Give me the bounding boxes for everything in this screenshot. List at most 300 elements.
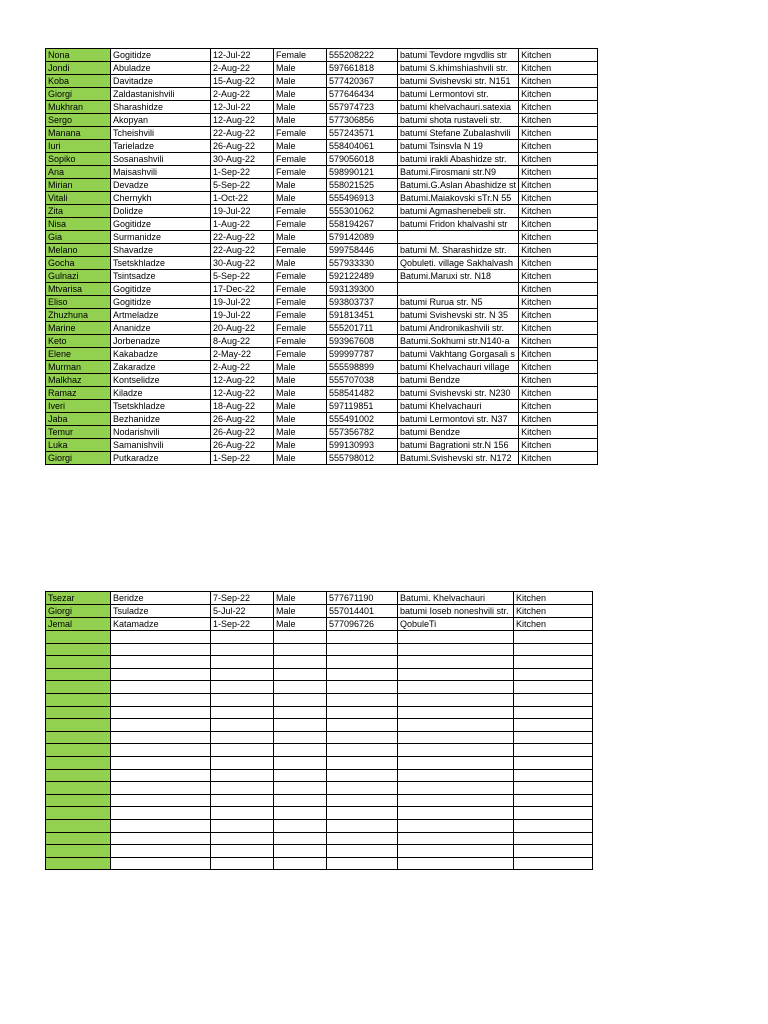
first-name-cell[interactable] — [46, 794, 111, 807]
phone-cell[interactable]: 593139300 — [327, 283, 398, 296]
first-name-cell[interactable]: Ramaz — [46, 387, 111, 400]
date-cell[interactable]: 2-Aug-22 — [211, 88, 274, 101]
first-name-cell[interactable]: Elene — [46, 348, 111, 361]
phone-cell[interactable] — [327, 643, 398, 656]
address-cell[interactable] — [398, 819, 514, 832]
gender-cell[interactable]: Female — [274, 218, 327, 231]
phone-cell[interactable]: 577646434 — [327, 88, 398, 101]
gender-cell[interactable]: Female — [274, 205, 327, 218]
department-cell[interactable] — [514, 744, 593, 757]
gender-cell[interactable]: Male — [274, 361, 327, 374]
department-cell[interactable]: Kitchen — [519, 361, 598, 374]
address-cell[interactable]: batumi Svishevski str. N230 — [398, 387, 519, 400]
date-cell[interactable]: 19-Jul-22 — [211, 296, 274, 309]
last-name-cell[interactable]: Gogitidze — [111, 218, 211, 231]
department-cell[interactable] — [514, 656, 593, 669]
date-cell[interactable] — [211, 706, 274, 719]
phone-cell[interactable]: 555208222 — [327, 49, 398, 62]
first-name-cell[interactable] — [46, 782, 111, 795]
gender-cell[interactable] — [274, 782, 327, 795]
department-cell[interactable]: Kitchen — [519, 413, 598, 426]
last-name-cell[interactable] — [111, 756, 211, 769]
last-name-cell[interactable] — [111, 731, 211, 744]
address-cell[interactable]: batumi Bendze — [398, 374, 519, 387]
date-cell[interactable]: 26-Aug-22 — [211, 426, 274, 439]
gender-cell[interactable]: Female — [274, 322, 327, 335]
department-cell[interactable] — [514, 857, 593, 870]
department-cell[interactable]: Kitchen — [519, 283, 598, 296]
department-cell[interactable]: Kitchen — [519, 270, 598, 283]
address-cell[interactable] — [398, 807, 514, 820]
phone-cell[interactable]: 558194267 — [327, 218, 398, 231]
phone-cell[interactable] — [327, 681, 398, 694]
last-name-cell[interactable]: Jorbenadze — [111, 335, 211, 348]
department-cell[interactable] — [514, 693, 593, 706]
address-cell[interactable]: batumi Svishevski str. N151 — [398, 75, 519, 88]
department-cell[interactable]: Kitchen — [519, 127, 598, 140]
gender-cell[interactable]: Female — [274, 296, 327, 309]
address-cell[interactable] — [398, 706, 514, 719]
first-name-cell[interactable]: Gocha — [46, 257, 111, 270]
date-cell[interactable]: 18-Aug-22 — [211, 400, 274, 413]
department-cell[interactable] — [514, 706, 593, 719]
phone-cell[interactable] — [327, 719, 398, 732]
date-cell[interactable] — [211, 681, 274, 694]
date-cell[interactable]: 22-Aug-22 — [211, 231, 274, 244]
department-cell[interactable] — [514, 769, 593, 782]
date-cell[interactable]: 26-Aug-22 — [211, 140, 274, 153]
first-name-cell[interactable]: Giorgi — [46, 452, 111, 465]
phone-cell[interactable]: 591813451 — [327, 309, 398, 322]
gender-cell[interactable]: Male — [274, 413, 327, 426]
date-cell[interactable]: 17-Dec-22 — [211, 283, 274, 296]
address-cell[interactable] — [398, 731, 514, 744]
last-name-cell[interactable]: Kontselidze — [111, 374, 211, 387]
phone-cell[interactable] — [327, 693, 398, 706]
address-cell[interactable]: batumi Bagrationi str.N 156 — [398, 439, 519, 452]
first-name-cell[interactable]: Malkhaz — [46, 374, 111, 387]
date-cell[interactable]: 2-Aug-22 — [211, 62, 274, 75]
last-name-cell[interactable]: Tsetskhladze — [111, 257, 211, 270]
address-cell[interactable]: batumi khelvachauri.satexia — [398, 101, 519, 114]
address-cell[interactable] — [398, 283, 519, 296]
date-cell[interactable]: 12-Aug-22 — [211, 387, 274, 400]
date-cell[interactable] — [211, 719, 274, 732]
last-name-cell[interactable] — [111, 643, 211, 656]
last-name-cell[interactable]: Surmanidze — [111, 231, 211, 244]
department-cell[interactable]: Kitchen — [519, 114, 598, 127]
first-name-cell[interactable]: Zhuzhuna — [46, 309, 111, 322]
date-cell[interactable]: 20-Aug-22 — [211, 322, 274, 335]
last-name-cell[interactable] — [111, 807, 211, 820]
gender-cell[interactable]: Male — [274, 101, 327, 114]
last-name-cell[interactable]: Bezhanidze — [111, 413, 211, 426]
address-cell[interactable]: QobuleTi — [398, 618, 514, 631]
department-cell[interactable] — [514, 794, 593, 807]
last-name-cell[interactable]: Tcheishvili — [111, 127, 211, 140]
address-cell[interactable] — [398, 231, 519, 244]
department-cell[interactable] — [514, 643, 593, 656]
address-cell[interactable]: Batumi.Sokhumi str.N140-a — [398, 335, 519, 348]
date-cell[interactable]: 22-Aug-22 — [211, 127, 274, 140]
phone-cell[interactable]: 599758446 — [327, 244, 398, 257]
phone-cell[interactable]: 597119851 — [327, 400, 398, 413]
gender-cell[interactable]: Male — [274, 179, 327, 192]
date-cell[interactable] — [211, 832, 274, 845]
last-name-cell[interactable] — [111, 744, 211, 757]
gender-cell[interactable]: Male — [274, 592, 327, 605]
gender-cell[interactable]: Male — [274, 62, 327, 75]
department-cell[interactable]: Kitchen — [519, 140, 598, 153]
last-name-cell[interactable]: Ananidze — [111, 322, 211, 335]
date-cell[interactable] — [211, 668, 274, 681]
first-name-cell[interactable]: Mtvarisa — [46, 283, 111, 296]
phone-cell[interactable]: 592122489 — [327, 270, 398, 283]
address-cell[interactable]: batumi Khelvachauri village — [398, 361, 519, 374]
gender-cell[interactable]: Male — [274, 605, 327, 618]
phone-cell[interactable] — [327, 631, 398, 644]
date-cell[interactable]: 19-Jul-22 — [211, 309, 274, 322]
gender-cell[interactable] — [274, 857, 327, 870]
last-name-cell[interactable]: Sharashidze — [111, 101, 211, 114]
address-cell[interactable]: batumi Andronikashvili str. — [398, 322, 519, 335]
last-name-cell[interactable] — [111, 845, 211, 858]
phone-cell[interactable] — [327, 832, 398, 845]
address-cell[interactable]: batumi shota rustaveli str. — [398, 114, 519, 127]
first-name-cell[interactable] — [46, 731, 111, 744]
date-cell[interactable] — [211, 794, 274, 807]
phone-cell[interactable] — [327, 706, 398, 719]
phone-cell[interactable]: 598990121 — [327, 166, 398, 179]
date-cell[interactable] — [211, 769, 274, 782]
first-name-cell[interactable]: Keto — [46, 335, 111, 348]
address-cell[interactable] — [398, 782, 514, 795]
first-name-cell[interactable] — [46, 845, 111, 858]
date-cell[interactable]: 30-Aug-22 — [211, 257, 274, 270]
phone-cell[interactable]: 597661818 — [327, 62, 398, 75]
phone-cell[interactable]: 579142089 — [327, 231, 398, 244]
phone-cell[interactable]: 577096726 — [327, 618, 398, 631]
address-cell[interactable] — [398, 832, 514, 845]
gender-cell[interactable]: Male — [274, 374, 327, 387]
last-name-cell[interactable] — [111, 769, 211, 782]
address-cell[interactable]: batumi Bendze — [398, 426, 519, 439]
address-cell[interactable]: Batumi.G.Aslan Abashidze st — [398, 179, 519, 192]
gender-cell[interactable] — [274, 807, 327, 820]
address-cell[interactable] — [398, 744, 514, 757]
address-cell[interactable] — [398, 668, 514, 681]
last-name-cell[interactable]: Tsintsadze — [111, 270, 211, 283]
department-cell[interactable]: Kitchen — [519, 153, 598, 166]
date-cell[interactable]: 5-Jul-22 — [211, 605, 274, 618]
phone-cell[interactable]: 555598899 — [327, 361, 398, 374]
date-cell[interactable]: 1-Sep-22 — [211, 166, 274, 179]
department-cell[interactable]: Kitchen — [519, 400, 598, 413]
gender-cell[interactable]: Male — [274, 140, 327, 153]
date-cell[interactable]: 12-Jul-22 — [211, 49, 274, 62]
department-cell[interactable] — [514, 782, 593, 795]
first-name-cell[interactable]: Giorgi — [46, 88, 111, 101]
department-cell[interactable]: Kitchen — [519, 192, 598, 205]
address-cell[interactable]: batumi M. Sharashidze str. — [398, 244, 519, 257]
last-name-cell[interactable] — [111, 794, 211, 807]
first-name-cell[interactable]: Melano — [46, 244, 111, 257]
phone-cell[interactable]: 557014401 — [327, 605, 398, 618]
phone-cell[interactable] — [327, 656, 398, 669]
gender-cell[interactable]: Male — [274, 192, 327, 205]
first-name-cell[interactable] — [46, 631, 111, 644]
date-cell[interactable] — [211, 643, 274, 656]
phone-cell[interactable]: 558541482 — [327, 387, 398, 400]
first-name-cell[interactable] — [46, 693, 111, 706]
last-name-cell[interactable]: Devadze — [111, 179, 211, 192]
address-cell[interactable]: Batumi. Khelvachauri — [398, 592, 514, 605]
address-cell[interactable] — [398, 719, 514, 732]
gender-cell[interactable] — [274, 681, 327, 694]
first-name-cell[interactable] — [46, 706, 111, 719]
gender-cell[interactable]: Male — [274, 387, 327, 400]
first-name-cell[interactable]: Zita — [46, 205, 111, 218]
phone-cell[interactable]: 557243571 — [327, 127, 398, 140]
last-name-cell[interactable] — [111, 693, 211, 706]
first-name-cell[interactable] — [46, 819, 111, 832]
last-name-cell[interactable]: Gogitidze — [111, 283, 211, 296]
date-cell[interactable]: 22-Aug-22 — [211, 244, 274, 257]
address-cell[interactable]: batumi Tsinsvla N 19 — [398, 140, 519, 153]
gender-cell[interactable] — [274, 731, 327, 744]
department-cell[interactable] — [514, 845, 593, 858]
last-name-cell[interactable]: Tarieladze — [111, 140, 211, 153]
gender-cell[interactable]: Female — [274, 49, 327, 62]
last-name-cell[interactable]: Katamadze — [111, 618, 211, 631]
address-cell[interactable]: batumi Ioseb noneshvili str. — [398, 605, 514, 618]
phone-cell[interactable] — [327, 807, 398, 820]
gender-cell[interactable]: Male — [274, 400, 327, 413]
date-cell[interactable] — [211, 845, 274, 858]
gender-cell[interactable] — [274, 656, 327, 669]
date-cell[interactable]: 2-Aug-22 — [211, 361, 274, 374]
address-cell[interactable] — [398, 769, 514, 782]
phone-cell[interactable]: 555798012 — [327, 452, 398, 465]
phone-cell[interactable] — [327, 744, 398, 757]
first-name-cell[interactable] — [46, 807, 111, 820]
date-cell[interactable] — [211, 756, 274, 769]
phone-cell[interactable] — [327, 782, 398, 795]
address-cell[interactable]: batumi Tevdore mgvdlis str — [398, 49, 519, 62]
first-name-cell[interactable]: Mukhran — [46, 101, 111, 114]
phone-cell[interactable] — [327, 756, 398, 769]
gender-cell[interactable]: Female — [274, 127, 327, 140]
phone-cell[interactable]: 555301062 — [327, 205, 398, 218]
first-name-cell[interactable]: Iveri — [46, 400, 111, 413]
first-name-cell[interactable]: Giorgi — [46, 605, 111, 618]
first-name-cell[interactable] — [46, 832, 111, 845]
department-cell[interactable]: Kitchen — [519, 426, 598, 439]
address-cell[interactable] — [398, 794, 514, 807]
department-cell[interactable] — [514, 719, 593, 732]
phone-cell[interactable]: 555491002 — [327, 413, 398, 426]
last-name-cell[interactable]: Akopyan — [111, 114, 211, 127]
phone-cell[interactable]: 577306856 — [327, 114, 398, 127]
gender-cell[interactable]: Male — [274, 75, 327, 88]
last-name-cell[interactable] — [111, 681, 211, 694]
address-cell[interactable]: batumi Fridon khalvashi str — [398, 218, 519, 231]
address-cell[interactable] — [398, 656, 514, 669]
last-name-cell[interactable]: Kakabadze — [111, 348, 211, 361]
date-cell[interactable] — [211, 744, 274, 757]
gender-cell[interactable] — [274, 769, 327, 782]
department-cell[interactable] — [514, 832, 593, 845]
gender-cell[interactable] — [274, 719, 327, 732]
first-name-cell[interactable] — [46, 719, 111, 732]
gender-cell[interactable] — [274, 794, 327, 807]
phone-cell[interactable]: 555496913 — [327, 192, 398, 205]
gender-cell[interactable]: Female — [274, 335, 327, 348]
department-cell[interactable]: Kitchen — [519, 452, 598, 465]
phone-cell[interactable] — [327, 845, 398, 858]
address-cell[interactable]: batumi irakli Abashidze str. — [398, 153, 519, 166]
date-cell[interactable]: 5-Sep-22 — [211, 179, 274, 192]
last-name-cell[interactable]: Abuladze — [111, 62, 211, 75]
address-cell[interactable]: Batumi.Maruxi str. N18 — [398, 270, 519, 283]
gender-cell[interactable] — [274, 756, 327, 769]
address-cell[interactable]: batumi S.khimshiashvili str. — [398, 62, 519, 75]
department-cell[interactable]: Kitchen — [519, 244, 598, 257]
address-cell[interactable]: Qobuleti. village Sakhalvash — [398, 257, 519, 270]
gender-cell[interactable]: Female — [274, 270, 327, 283]
date-cell[interactable]: 12-Jul-22 — [211, 101, 274, 114]
gender-cell[interactable] — [274, 643, 327, 656]
phone-cell[interactable]: 593803737 — [327, 296, 398, 309]
gender-cell[interactable] — [274, 706, 327, 719]
gender-cell[interactable] — [274, 845, 327, 858]
phone-cell[interactable]: 579056018 — [327, 153, 398, 166]
department-cell[interactable] — [514, 807, 593, 820]
department-cell[interactable]: Kitchen — [519, 296, 598, 309]
first-name-cell[interactable]: Luka — [46, 439, 111, 452]
gender-cell[interactable] — [274, 631, 327, 644]
phone-cell[interactable] — [327, 731, 398, 744]
last-name-cell[interactable] — [111, 631, 211, 644]
last-name-cell[interactable] — [111, 668, 211, 681]
phone-cell[interactable] — [327, 668, 398, 681]
department-cell[interactable]: Kitchen — [519, 439, 598, 452]
first-name-cell[interactable] — [46, 656, 111, 669]
first-name-cell[interactable] — [46, 769, 111, 782]
department-cell[interactable] — [514, 681, 593, 694]
address-cell[interactable]: batumi Stefane Zubalashvili — [398, 127, 519, 140]
date-cell[interactable]: 1-Sep-22 — [211, 618, 274, 631]
first-name-cell[interactable]: Vitali — [46, 192, 111, 205]
date-cell[interactable] — [211, 693, 274, 706]
gender-cell[interactable]: Female — [274, 153, 327, 166]
last-name-cell[interactable] — [111, 719, 211, 732]
department-cell[interactable]: Kitchen — [519, 179, 598, 192]
phone-cell[interactable]: 558021525 — [327, 179, 398, 192]
first-name-cell[interactable] — [46, 857, 111, 870]
address-cell[interactable] — [398, 643, 514, 656]
gender-cell[interactable] — [274, 668, 327, 681]
department-cell[interactable]: Kitchen — [519, 166, 598, 179]
address-cell[interactable]: Batumi.Maiakovski sTr.N 55 — [398, 192, 519, 205]
department-cell[interactable]: Kitchen — [519, 49, 598, 62]
last-name-cell[interactable]: Artmeladze — [111, 309, 211, 322]
date-cell[interactable]: 7-Sep-22 — [211, 592, 274, 605]
gender-cell[interactable] — [274, 819, 327, 832]
first-name-cell[interactable]: Jemal — [46, 618, 111, 631]
last-name-cell[interactable]: Sosanashvili — [111, 153, 211, 166]
phone-cell[interactable]: 599130993 — [327, 439, 398, 452]
first-name-cell[interactable] — [46, 643, 111, 656]
first-name-cell[interactable]: Murman — [46, 361, 111, 374]
gender-cell[interactable] — [274, 744, 327, 757]
phone-cell[interactable] — [327, 857, 398, 870]
phone-cell[interactable] — [327, 769, 398, 782]
last-name-cell[interactable]: Zaldastanishvili — [111, 88, 211, 101]
first-name-cell[interactable]: Ana — [46, 166, 111, 179]
date-cell[interactable] — [211, 656, 274, 669]
first-name-cell[interactable]: Iuri — [46, 140, 111, 153]
date-cell[interactable] — [211, 857, 274, 870]
first-name-cell[interactable]: Gulnazi — [46, 270, 111, 283]
date-cell[interactable]: 12-Aug-22 — [211, 114, 274, 127]
phone-cell[interactable]: 557356782 — [327, 426, 398, 439]
phone-cell[interactable] — [327, 819, 398, 832]
department-cell[interactable]: Kitchen — [519, 101, 598, 114]
first-name-cell[interactable] — [46, 668, 111, 681]
department-cell[interactable]: Kitchen — [519, 205, 598, 218]
date-cell[interactable]: 2-May-22 — [211, 348, 274, 361]
date-cell[interactable]: 26-Aug-22 — [211, 439, 274, 452]
gender-cell[interactable]: Male — [274, 231, 327, 244]
phone-cell[interactable]: 558404061 — [327, 140, 398, 153]
address-cell[interactable]: Batumi.Firosmani str.N9 — [398, 166, 519, 179]
department-cell[interactable]: Kitchen — [519, 374, 598, 387]
date-cell[interactable]: 1-Oct-22 — [211, 192, 274, 205]
date-cell[interactable]: 19-Jul-22 — [211, 205, 274, 218]
address-cell[interactable] — [398, 756, 514, 769]
phone-cell[interactable]: 555707038 — [327, 374, 398, 387]
last-name-cell[interactable]: Nodarishvili — [111, 426, 211, 439]
gender-cell[interactable]: Female — [274, 283, 327, 296]
address-cell[interactable]: batumi Svishevski str. N 35 — [398, 309, 519, 322]
department-cell[interactable]: Kitchen — [514, 605, 593, 618]
gender-cell[interactable]: Female — [274, 166, 327, 179]
department-cell[interactable] — [514, 731, 593, 744]
last-name-cell[interactable] — [111, 656, 211, 669]
gender-cell[interactable]: Female — [274, 244, 327, 257]
date-cell[interactable]: 1-Aug-22 — [211, 218, 274, 231]
gender-cell[interactable]: Female — [274, 348, 327, 361]
first-name-cell[interactable]: Jaba — [46, 413, 111, 426]
first-name-cell[interactable]: Marine — [46, 322, 111, 335]
date-cell[interactable] — [211, 631, 274, 644]
address-cell[interactable]: Batumi.Svishevski str. N172 — [398, 452, 519, 465]
date-cell[interactable]: 26-Aug-22 — [211, 413, 274, 426]
last-name-cell[interactable]: Maisashvili — [111, 166, 211, 179]
date-cell[interactable]: 5-Sep-22 — [211, 270, 274, 283]
last-name-cell[interactable]: Shavadze — [111, 244, 211, 257]
last-name-cell[interactable]: Gogitidze — [111, 49, 211, 62]
department-cell[interactable]: Kitchen — [519, 231, 598, 244]
last-name-cell[interactable]: Dolidze — [111, 205, 211, 218]
gender-cell[interactable]: Male — [274, 88, 327, 101]
last-name-cell[interactable]: Zakaradze — [111, 361, 211, 374]
address-cell[interactable] — [398, 681, 514, 694]
phone-cell[interactable]: 577420367 — [327, 75, 398, 88]
first-name-cell[interactable]: Nisa — [46, 218, 111, 231]
department-cell[interactable] — [514, 668, 593, 681]
